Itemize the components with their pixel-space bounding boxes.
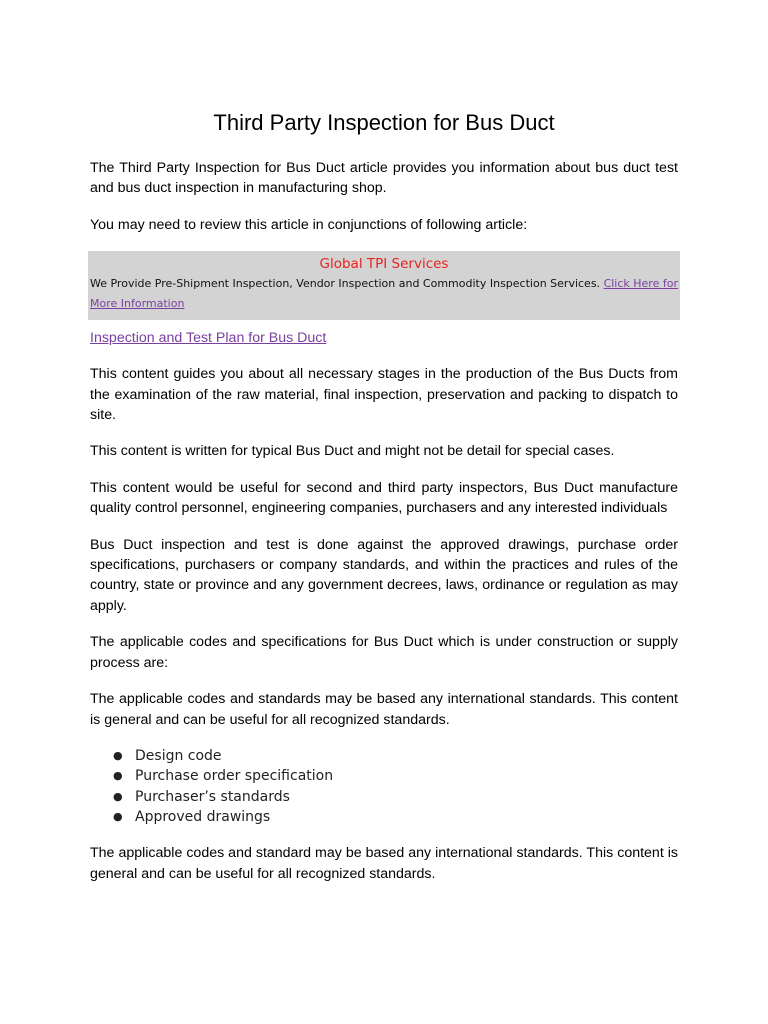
itp-bus-duct-link[interactable]: Inspection and Test Plan for Bus Duct <box>90 330 327 347</box>
list-item-text: Design code <box>135 747 222 764</box>
banner-title: Global TPI Services <box>319 256 449 273</box>
tpi-services-banner <box>88 251 680 320</box>
bullet-icon: ● <box>113 809 123 823</box>
document-title: Third Party Inspection for Bus Duct <box>213 110 555 135</box>
more-information-link[interactable]: Click Here for More Information <box>90 277 678 311</box>
paragraph: Bus Duct inspection and test is done against the approved drawings, purchase order specifications, purchasers or company standards, and within the practices and rules of the country, state or province and any government decrees, laws, ordinance or regulation as may apply. <box>90 536 678 614</box>
bullet-icon: ● <box>113 769 123 783</box>
intro-paragraph: The Third Party Inspection for Bus Duct article provides you information about bus duct test and bus duct inspection in manufacturing shop. <box>90 160 678 197</box>
list-item <box>113 807 678 827</box>
list-item-text: Purchase order specification <box>135 768 334 785</box>
list-item-text: Purchaser’s standards <box>135 788 290 805</box>
list-item <box>113 746 678 766</box>
review-note: You may need to review this article in conjunctions of following article: <box>90 216 528 233</box>
paragraph: This content is written for typical Bus Duct and might not be detail for special cases. <box>90 443 615 460</box>
bullet-icon: ● <box>113 789 123 803</box>
paragraph: The applicable codes and standards may be based any international standards. This content is general and can be useful for all recognized standards. <box>90 691 678 728</box>
closing-paragraph: The applicable codes and standard may be based any international standards. This content is general and can be useful for all recognized standards. <box>90 845 678 882</box>
bullet-icon: ● <box>113 748 123 762</box>
document-page <box>90 108 678 900</box>
paragraph: This content guides you about all necessary stages in the production of the Bus Ducts from the examination of the raw material, final inspection, preservation and packing to dispatch to site. <box>90 366 678 424</box>
list-item <box>113 766 678 786</box>
banner-text-block <box>90 274 678 314</box>
paragraph: This content would be useful for second and third party inspectors, Bus Duct manufacture quality control personnel, engineering companies, purchasers and any interested individuals <box>90 479 678 517</box>
codes-list <box>90 746 678 827</box>
list-item-text: Approved drawings <box>135 808 271 825</box>
banner-text: We Provide Pre-Shipment Inspection, Vendor Inspection and Commodity Inspection Services. <box>90 277 601 291</box>
paragraph: The applicable codes and specifications for Bus Duct which is under construction or supply process are: <box>90 634 678 671</box>
list-item <box>113 787 678 807</box>
